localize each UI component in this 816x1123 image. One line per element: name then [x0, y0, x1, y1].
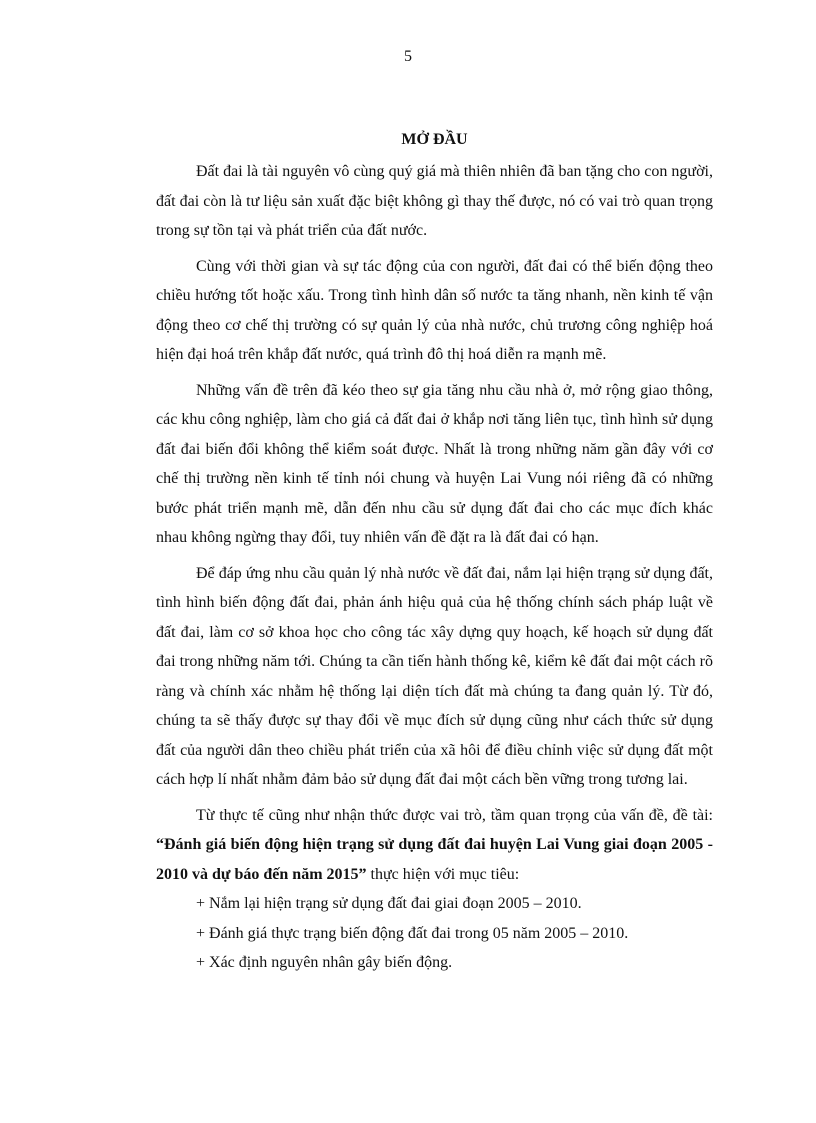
- paragraph-intro: Đất đai là tài nguyên vô cùng quý giá mà thiên nhiên đã ban tặng cho con người, đất đai còn là tư liệu sản xuất đặc biệt không gì thay thế được, nó có vai trò quan trọng trong sự tồn tại và phát triển của đất nước.: [156, 163, 713, 239]
- paragraph-issues: Những vấn đề trên đã kéo theo sự gia tăng nhu cầu nhà ở, mở rộng giao thông, các khu công nghiệp, làm cho giá cả đất đai ở khắp nơi tăng liên tục, tình hình sử dụng đất đai biến đổi không thể kiểm soát được. Nhất là trong những năm gần đây với cơ chế thị trường nền kinh tế tỉnh nói chung và huyện Lai Vung nói riêng đã có những bước phát triển mạnh mẽ, dẫn đến nhu cầu sử dụng đất đai cho các mục đích khác nhau không ngừng thay đổi, tuy nhiên vấn đề đặt ra là đất đai có hạn.: [156, 381, 713, 546]
- objective-item: + Xác định nguyên nhân gây biến động.: [196, 954, 453, 971]
- objective-item: + Nắm lại hiện trạng sử dụng đất đai giai đoạn 2005 – 2010.: [196, 895, 582, 912]
- paragraph-impact: Cùng với thời gian và sự tác động của con người, đất đai có thể biến động theo chiều hướng tốt hoặc xấu. Trong tình hình dân số nước ta tăng nhanh, nền kinh tế vận động theo cơ chế thị trường có sự quản lý của nhà nước, chủ trương công nghiệp hoá hiện đại hoá trên khắp đất nước, quá trình đô thị hoá diễn ra mạnh mẽ.: [156, 257, 713, 363]
- document-body: [156, 130, 713, 978]
- paragraph-topic: [156, 801, 713, 890]
- objective-item: + Đánh giá thực trạng biến động đất đai trong 05 năm 2005 – 2010.: [196, 924, 629, 942]
- paragraph-management: Để đáp ứng nhu cầu quản lý nhà nước về đất đai, nắm lại hiện trạng sử dụng đất, tình hình biến động đất đai, phản ánh hiệu quả của hệ thống chính sách pháp luật về đất đai, làm cơ sở khoa học cho công tác xây dựng quy hoạch, kế hoạch sử dụng đất đai trong những năm tới. Chúng ta cần tiến hành thống kê, kiểm kê đất đai một cách rõ ràng và chính xác nhằm hệ thống lại diện tích đất mà chúng ta đang quản lý. Từ đó, chúng ta sẽ thấy được sự thay đổi về mục đích sử dụng cũng như cách thức sử dụng đất của người dân theo chiều phát triển của xã hôi để điều chỉnh việc sử dụng đất một cách hợp lí nhất nhằm đảm bảo sử dụng đất đai một cách bền vững trong tương lai.: [156, 564, 713, 788]
- topic-intro: Từ thực tế cũng như nhận thức được vai trò, tầm quan trọng của vấn đề, đề tài:: [196, 806, 713, 824]
- section-title: MỞ ĐẦU: [401, 131, 468, 148]
- topic-title: “Đánh giá biến động hiện trạng sử dụng đất đai huyện Lai Vung giai đoạn 2005 - 2010 và dự báo đến năm 2015”: [156, 836, 713, 883]
- topic-outro: thực hiện với mục tiêu:: [366, 865, 520, 883]
- page-number: 5: [404, 48, 412, 65]
